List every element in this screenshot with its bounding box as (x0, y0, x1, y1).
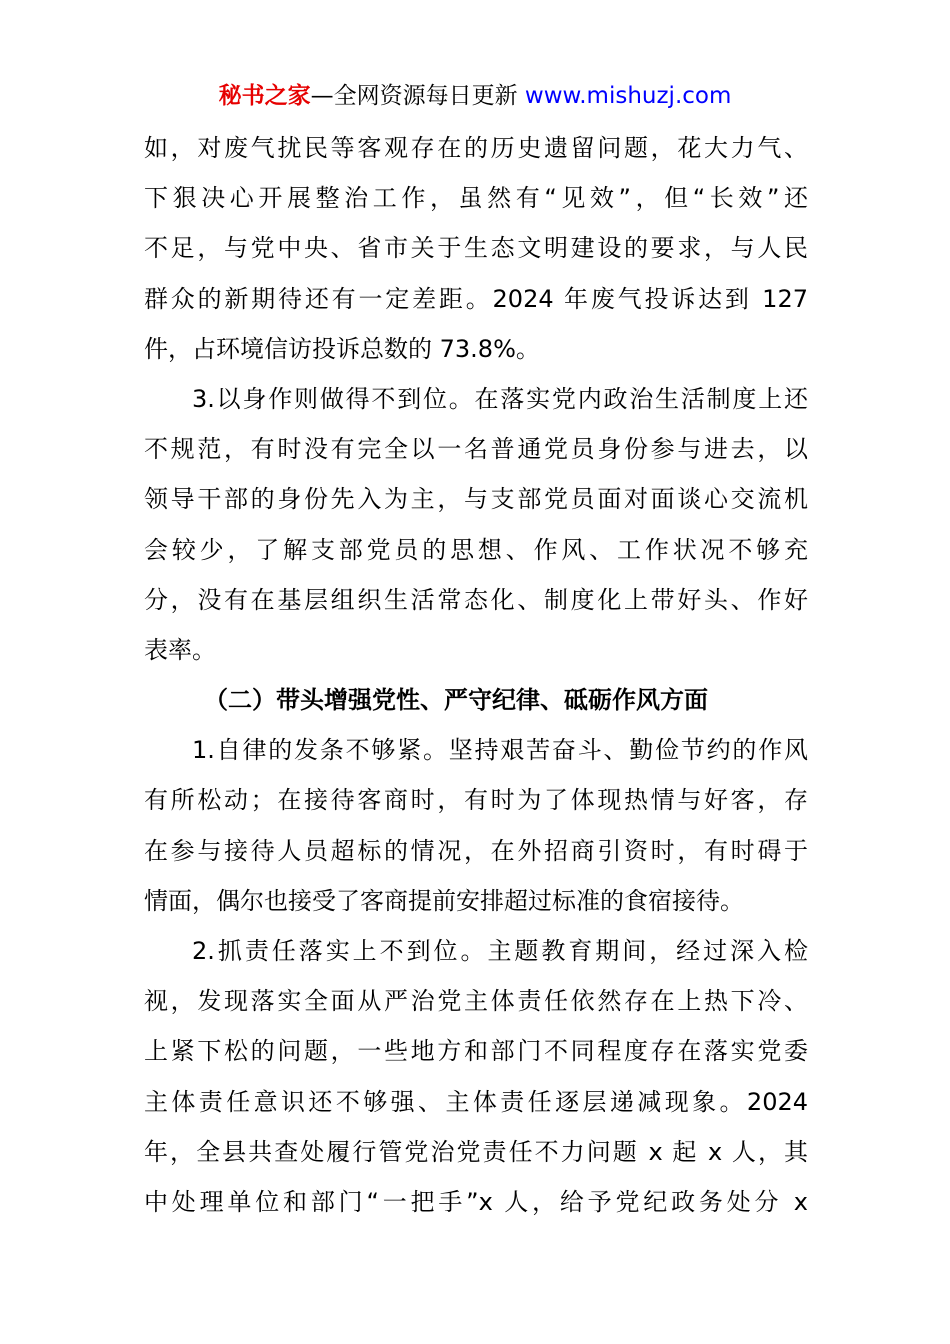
text-line: 主体责任意识还不够强、主体责任逐层递减现象。2024 (144, 1087, 808, 1116)
text-line: 领导干部的身份先入为主，与支部党员面对面谈心交流机 (144, 485, 808, 514)
brand-name: 秘书之家 (218, 83, 311, 109)
text-line: 有所松动；在接待客商时，有时为了体现热情与好客，存 (144, 786, 808, 815)
text-line: 视，发现落实全面从严治党主体责任依然存在上热下冷、 (144, 987, 808, 1016)
text-line: 年，全县共查处履行管党治党责任不力问题 x 起 x 人，其 (144, 1137, 808, 1166)
text-line: 不规范，有时没有完全以一名普通党员身份参与进去，以 (144, 435, 808, 464)
document-body (144, 123, 808, 1227)
text-line: 如，对废气扰民等客观存在的历史遗留问题，花大力气、 (144, 134, 808, 162)
text-line: 会较少，了解支部党员的思想、作风、工作状况不够充 (144, 535, 808, 564)
site-link[interactable]: www.mishuzj.com (524, 83, 732, 109)
paragraph-start-line: 3.以身作则做得不到位。在落实党内政治生活制度上还 (192, 384, 808, 413)
text-line: 群众的新期待还有一定差距。2024 年废气投诉达到 127 (144, 284, 808, 313)
text-line: 在参与接待人员超标的情况，在外招商引资时，有时碍于 (144, 836, 808, 865)
paragraph-start-line: 2.抓责任落实上不到位。主题教育期间，经过深入检 (192, 937, 808, 965)
text-line: 情面，偶尔也接受了客商提前安排超过标准的食宿接待。 (144, 886, 744, 915)
text-line: 中处理单位和部门“一把手”x 人，给予党纪政务处分 x (144, 1187, 808, 1216)
text-line: 表率。 (144, 635, 216, 664)
header-tagline: —全网资源每日更新 (310, 83, 518, 109)
paragraph-start-line: 1.自律的发条不够紧。坚持艰苦奋斗、勤俭节约的作风 (192, 736, 808, 765)
text-line: 下狠决心开展整治工作，虽然有“见效”，但“长效”还 (144, 184, 808, 213)
text-line: 不足，与党中央、省市关于生态文明建设的要求，与人民 (144, 234, 808, 263)
page-header (0, 80, 950, 112)
text-line: 上紧下松的问题，一些地方和部门不同程度存在落实党委 (144, 1037, 808, 1066)
text-line: 件，占环境信访投诉总数的 73.8%。 (144, 334, 540, 363)
text-line: 分，没有在基层组织生活常态化、制度化上带好头、作好 (144, 585, 808, 614)
section-heading: （二）带头增强党性、严守纪律、砥砺作风方面 (204, 686, 708, 715)
